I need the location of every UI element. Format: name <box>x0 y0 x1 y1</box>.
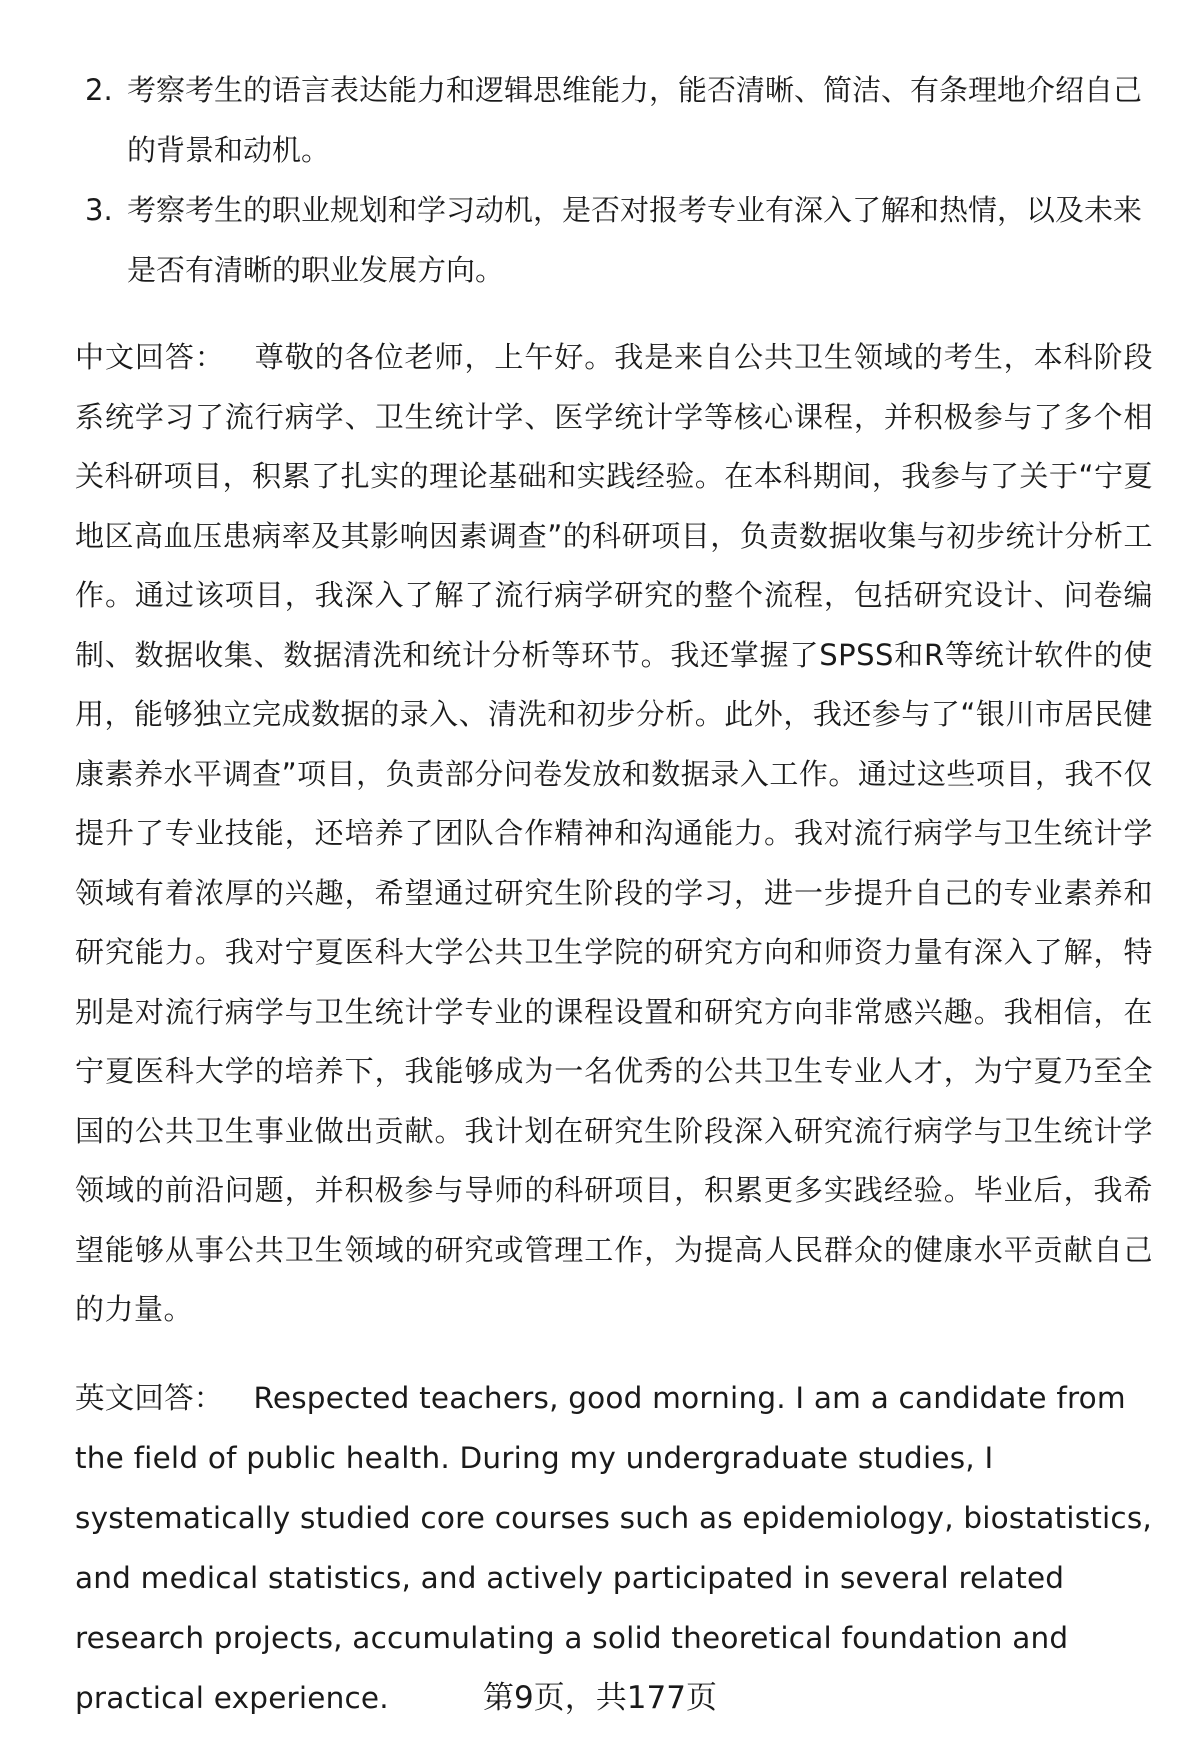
english-answer-label: 英文回答： <box>75 1381 224 1415</box>
page-number-footer: 第9页，共177页 <box>483 1680 717 1716</box>
chinese-answer-paragraph <box>75 328 1153 1340</box>
english-answer-paragraph <box>75 1368 1153 1728</box>
list-number: 2. <box>85 73 113 107</box>
chinese-answer-text: 尊敬的各位老师，上午好。我是来自公共卫生领域的考生，本科阶段系统学习了流行病学、卫生统计学、医学统计学等核心课程，并积极参与了多个相关科研项目，积累了扎实的理论基础和实践经验。在本科期间，我参与了关于“宁夏地区高血压患病率及其影响因素调查”的科研项目，负责数据收集与初步统计分析工作。通过该项目，我深入了解了流行病学研究的整个流程，包括研究设计、问卷编制、数据收集、数据清洗和统计分析等环节。我还掌握了SPSS和R等统计软件的使用，能够独立完成数据的录入、清洗和初步分析。此外，我还参与了“银川市居民健康素养水平调查”项目，负责部分问卷发放和数据录入工作。通过这些项目，我不仅提升了专业技能，还培养了团队合作精神和沟通能力。我对流行病学与卫生统计学领域有着浓厚的兴趣，希望通过研究生阶段的学习，进一步提升自己的专业素养和研究能力。我对宁夏医科大学公共卫生学院的研究方向和师资力量有深入了解，特别是对流行病学与卫生统计学专业的课程设置和研究方向非常感兴趣。我相信，在宁夏医科大学的培养下，我能够成为一名优秀的公共卫生专业人才，为宁夏乃至全国的公共卫生事业做出贡献。我计划在研究生阶段深入研究流行病学与卫生统计学领域的前沿问题，并积极参与导师的科研项目，积累更多实践经验。毕业后，我希望能够从事公共卫生领域的研究或管理工作，为提高人民群众的健康水平贡献自己的力量。 <box>75 340 1153 1326</box>
list-number: 3. <box>85 193 113 227</box>
chinese-answer-label: 中文回答： <box>75 340 225 374</box>
numbered-list <box>75 60 1155 300</box>
list-item <box>75 180 1155 300</box>
english-answer-text: Respected teachers, good morning. I am a candidate from the field of public health. During my undergraduate studies, I systematically studied core courses such as epidemiology, biostatistics, and medical statistics, and actively participated in several related research projects, accumulating a solid theoretical foundation and practical experience. <box>75 1381 1152 1715</box>
list-item <box>75 60 1155 180</box>
list-text: 考察考生的语言表达能力和逻辑思维能力，能否清晰、简洁、有条理地介绍自己的背景和动机。 <box>127 73 1143 167</box>
list-text: 考察考生的职业规划和学习动机，是否对报考专业有深入了解和热情，以及未来是否有清晰的职业发展方向。 <box>127 193 1143 287</box>
